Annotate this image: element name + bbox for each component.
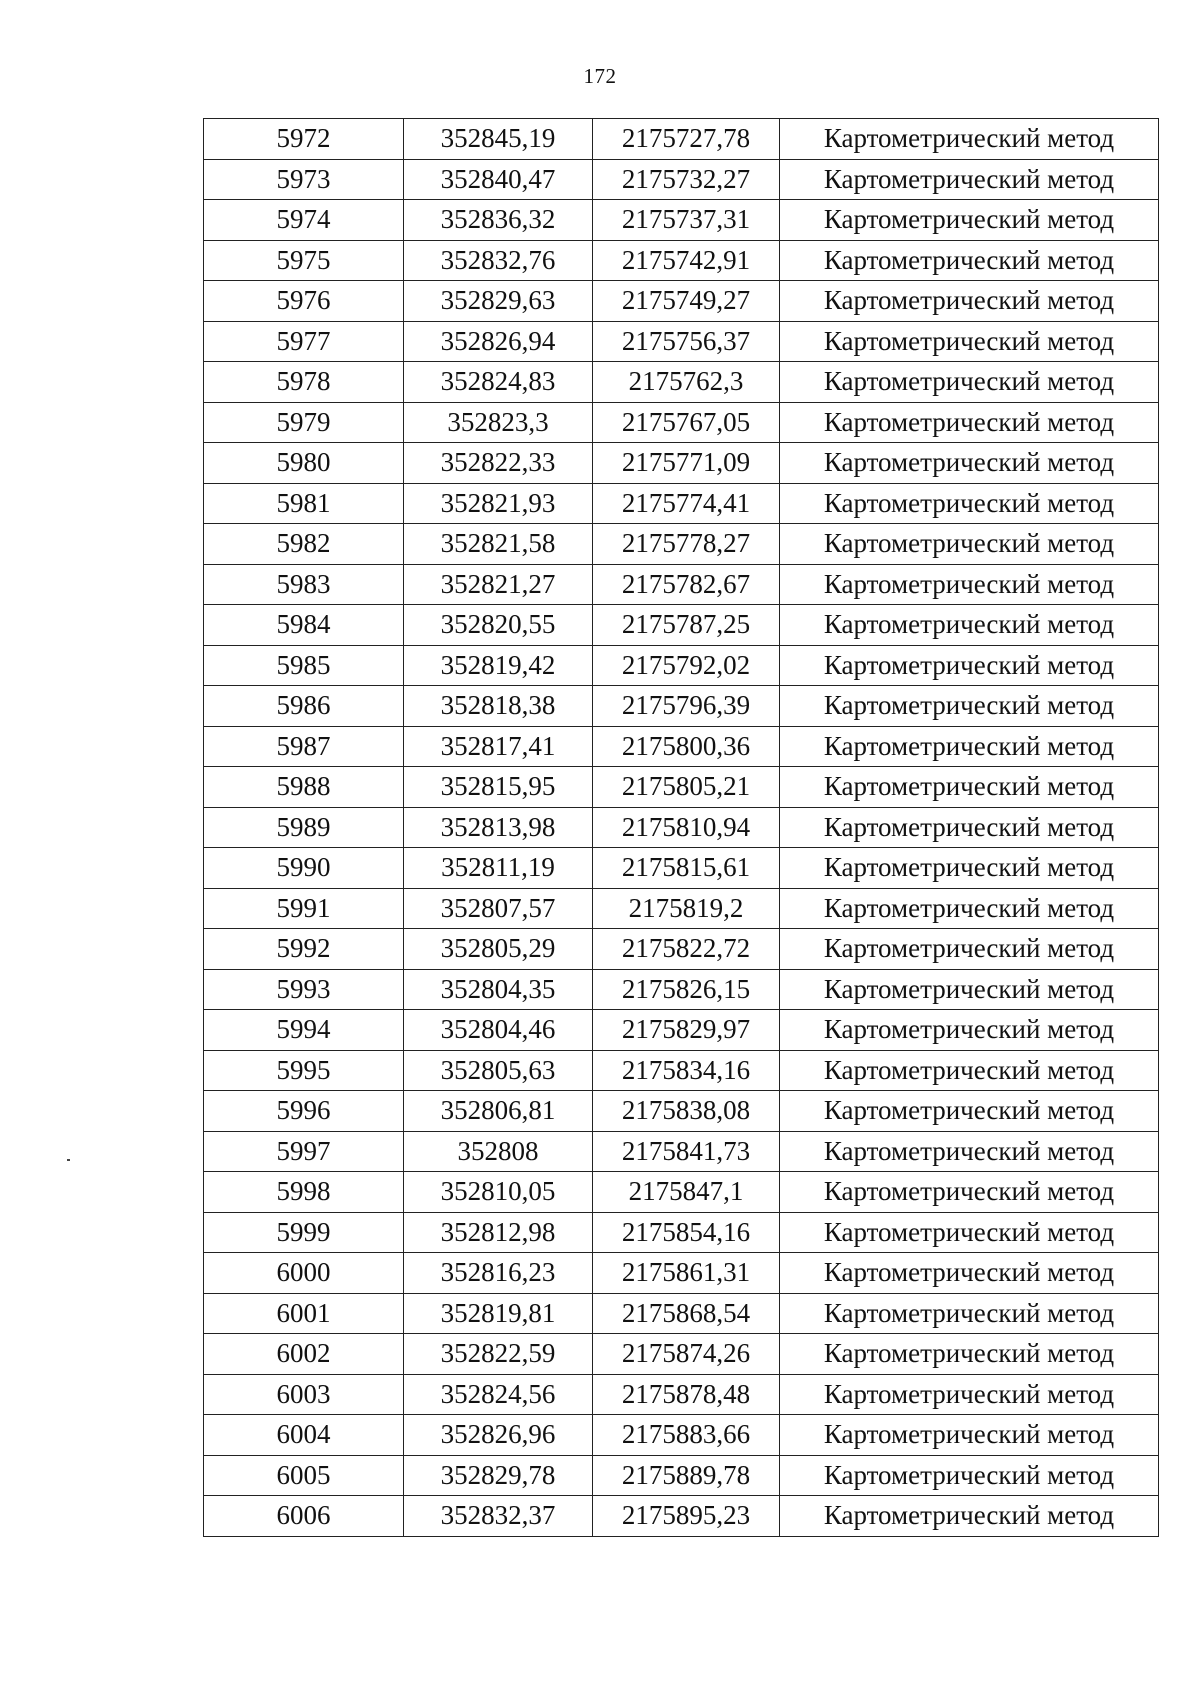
point-number-cell: 5997 xyxy=(204,1131,404,1172)
y-coordinate-cell: 2175834,16 xyxy=(593,1050,780,1091)
y-coordinate-cell: 2175792,02 xyxy=(593,645,780,686)
table-row xyxy=(204,1334,1159,1375)
table-row xyxy=(204,1091,1159,1132)
x-coordinate-cell: 352836,32 xyxy=(404,200,593,241)
y-coordinate-cell: 2175841,73 xyxy=(593,1131,780,1172)
x-coordinate-cell: 352812,98 xyxy=(404,1212,593,1253)
x-coordinate-cell: 352822,59 xyxy=(404,1334,593,1375)
method-cell: Картометрический метод xyxy=(780,1091,1159,1132)
table-row xyxy=(204,726,1159,767)
method-cell: Картометрический метод xyxy=(780,524,1159,565)
table-row xyxy=(204,200,1159,241)
table-row xyxy=(204,1212,1159,1253)
x-coordinate-cell: 352819,42 xyxy=(404,645,593,686)
x-coordinate-cell: 352821,27 xyxy=(404,564,593,605)
point-number-cell: 6004 xyxy=(204,1415,404,1456)
y-coordinate-cell: 2175800,36 xyxy=(593,726,780,767)
method-cell: Картометрический метод xyxy=(780,686,1159,727)
x-coordinate-cell: 352821,58 xyxy=(404,524,593,565)
y-coordinate-cell: 2175868,54 xyxy=(593,1293,780,1334)
x-coordinate-cell: 352822,33 xyxy=(404,443,593,484)
y-coordinate-cell: 2175895,23 xyxy=(593,1496,780,1537)
x-coordinate-cell: 352808 xyxy=(404,1131,593,1172)
point-number-cell: 5972 xyxy=(204,119,404,160)
table-row xyxy=(204,564,1159,605)
table-row xyxy=(204,686,1159,727)
point-number-cell: 5998 xyxy=(204,1172,404,1213)
method-cell: Картометрический метод xyxy=(780,1455,1159,1496)
table-row xyxy=(204,524,1159,565)
point-number-cell: 5974 xyxy=(204,200,404,241)
y-coordinate-cell: 2175767,05 xyxy=(593,402,780,443)
y-coordinate-cell: 2175878,48 xyxy=(593,1374,780,1415)
y-coordinate-cell: 2175756,37 xyxy=(593,321,780,362)
x-coordinate-cell: 352832,37 xyxy=(404,1496,593,1537)
method-cell: Картометрический метод xyxy=(780,807,1159,848)
table-row xyxy=(204,1253,1159,1294)
y-coordinate-cell: 2175838,08 xyxy=(593,1091,780,1132)
method-cell: Картометрический метод xyxy=(780,1010,1159,1051)
point-number-cell: 5973 xyxy=(204,159,404,200)
point-number-cell: 5989 xyxy=(204,807,404,848)
y-coordinate-cell: 2175782,67 xyxy=(593,564,780,605)
point-number-cell: 5996 xyxy=(204,1091,404,1132)
x-coordinate-cell: 352817,41 xyxy=(404,726,593,767)
table-row xyxy=(204,1172,1159,1213)
method-cell: Картометрический метод xyxy=(780,1131,1159,1172)
x-coordinate-cell: 352824,83 xyxy=(404,362,593,403)
method-cell: Картометрический метод xyxy=(780,321,1159,362)
point-number-cell: 5992 xyxy=(204,929,404,970)
y-coordinate-cell: 2175819,2 xyxy=(593,888,780,929)
method-cell: Картометрический метод xyxy=(780,281,1159,322)
y-coordinate-cell: 2175829,97 xyxy=(593,1010,780,1051)
point-number-cell: 5986 xyxy=(204,686,404,727)
point-number-cell: 5984 xyxy=(204,605,404,646)
method-cell: Картометрический метод xyxy=(780,767,1159,808)
table-row xyxy=(204,888,1159,929)
x-coordinate-cell: 352805,63 xyxy=(404,1050,593,1091)
table-row xyxy=(204,969,1159,1010)
y-coordinate-cell: 2175874,26 xyxy=(593,1334,780,1375)
table-row xyxy=(204,1496,1159,1537)
x-coordinate-cell: 352840,47 xyxy=(404,159,593,200)
method-cell: Картометрический метод xyxy=(780,402,1159,443)
point-number-cell: 5982 xyxy=(204,524,404,565)
y-coordinate-cell: 2175742,91 xyxy=(593,240,780,281)
x-coordinate-cell: 352811,19 xyxy=(404,848,593,889)
method-cell: Картометрический метод xyxy=(780,1253,1159,1294)
table-row xyxy=(204,929,1159,970)
table-row xyxy=(204,1415,1159,1456)
method-cell: Картометрический метод xyxy=(780,726,1159,767)
point-number-cell: 6002 xyxy=(204,1334,404,1375)
point-number-cell: 5991 xyxy=(204,888,404,929)
x-coordinate-cell: 352832,76 xyxy=(404,240,593,281)
x-coordinate-cell: 352820,55 xyxy=(404,605,593,646)
point-number-cell: 5979 xyxy=(204,402,404,443)
y-coordinate-cell: 2175889,78 xyxy=(593,1455,780,1496)
y-coordinate-cell: 2175822,72 xyxy=(593,929,780,970)
scan-speck xyxy=(67,1159,70,1161)
table-row xyxy=(204,645,1159,686)
method-cell: Картометрический метод xyxy=(780,1496,1159,1537)
y-coordinate-cell: 2175778,27 xyxy=(593,524,780,565)
method-cell: Картометрический метод xyxy=(780,1050,1159,1091)
y-coordinate-cell: 2175732,27 xyxy=(593,159,780,200)
x-coordinate-cell: 352804,46 xyxy=(404,1010,593,1051)
y-coordinate-cell: 2175815,61 xyxy=(593,848,780,889)
point-number-cell: 5977 xyxy=(204,321,404,362)
y-coordinate-cell: 2175774,41 xyxy=(593,483,780,524)
method-cell: Картометрический метод xyxy=(780,848,1159,889)
method-cell: Картометрический метод xyxy=(780,240,1159,281)
x-coordinate-cell: 352824,56 xyxy=(404,1374,593,1415)
point-number-cell: 5994 xyxy=(204,1010,404,1051)
y-coordinate-cell: 2175854,16 xyxy=(593,1212,780,1253)
x-coordinate-cell: 352818,38 xyxy=(404,686,593,727)
point-number-cell: 6003 xyxy=(204,1374,404,1415)
y-coordinate-cell: 2175847,1 xyxy=(593,1172,780,1213)
table-row xyxy=(204,240,1159,281)
y-coordinate-cell: 2175762,3 xyxy=(593,362,780,403)
y-coordinate-cell: 2175787,25 xyxy=(593,605,780,646)
table-row xyxy=(204,443,1159,484)
x-coordinate-cell: 352826,96 xyxy=(404,1415,593,1456)
y-coordinate-cell: 2175810,94 xyxy=(593,807,780,848)
point-number-cell: 6005 xyxy=(204,1455,404,1496)
point-number-cell: 6001 xyxy=(204,1293,404,1334)
y-coordinate-cell: 2175805,21 xyxy=(593,767,780,808)
x-coordinate-cell: 352806,81 xyxy=(404,1091,593,1132)
x-coordinate-cell: 352829,78 xyxy=(404,1455,593,1496)
method-cell: Картометрический метод xyxy=(780,1334,1159,1375)
table-row xyxy=(204,402,1159,443)
x-coordinate-cell: 352845,19 xyxy=(404,119,593,160)
y-coordinate-cell: 2175883,66 xyxy=(593,1415,780,1456)
y-coordinate-cell: 2175749,27 xyxy=(593,281,780,322)
y-coordinate-cell: 2175826,15 xyxy=(593,969,780,1010)
x-coordinate-cell: 352810,05 xyxy=(404,1172,593,1213)
y-coordinate-cell: 2175771,09 xyxy=(593,443,780,484)
table-row xyxy=(204,281,1159,322)
table-row xyxy=(204,767,1159,808)
x-coordinate-cell: 352815,95 xyxy=(404,767,593,808)
table-row xyxy=(204,159,1159,200)
point-number-cell: 5980 xyxy=(204,443,404,484)
table-row xyxy=(204,1374,1159,1415)
method-cell: Картометрический метод xyxy=(780,1212,1159,1253)
x-coordinate-cell: 352826,94 xyxy=(404,321,593,362)
coordinates-table xyxy=(203,118,1159,1537)
method-cell: Картометрический метод xyxy=(780,1415,1159,1456)
point-number-cell: 6000 xyxy=(204,1253,404,1294)
method-cell: Картометрический метод xyxy=(780,1374,1159,1415)
x-coordinate-cell: 352804,35 xyxy=(404,969,593,1010)
point-number-cell: 6006 xyxy=(204,1496,404,1537)
table-row xyxy=(204,1293,1159,1334)
point-number-cell: 5987 xyxy=(204,726,404,767)
method-cell: Картометрический метод xyxy=(780,969,1159,1010)
table-row xyxy=(204,362,1159,403)
y-coordinate-cell: 2175861,31 xyxy=(593,1253,780,1294)
x-coordinate-cell: 352823,3 xyxy=(404,402,593,443)
point-number-cell: 5988 xyxy=(204,767,404,808)
table-row xyxy=(204,1131,1159,1172)
table-row xyxy=(204,1455,1159,1496)
table-row xyxy=(204,807,1159,848)
method-cell: Картометрический метод xyxy=(780,1172,1159,1213)
method-cell: Картометрический метод xyxy=(780,159,1159,200)
table-row xyxy=(204,1050,1159,1091)
y-coordinate-cell: 2175737,31 xyxy=(593,200,780,241)
method-cell: Картометрический метод xyxy=(780,362,1159,403)
x-coordinate-cell: 352819,81 xyxy=(404,1293,593,1334)
method-cell: Картометрический метод xyxy=(780,483,1159,524)
method-cell: Картометрический метод xyxy=(780,645,1159,686)
method-cell: Картометрический метод xyxy=(780,119,1159,160)
x-coordinate-cell: 352829,63 xyxy=(404,281,593,322)
method-cell: Картометрический метод xyxy=(780,1293,1159,1334)
x-coordinate-cell: 352821,93 xyxy=(404,483,593,524)
method-cell: Картометрический метод xyxy=(780,605,1159,646)
coordinates-table-body xyxy=(204,119,1159,1537)
point-number-cell: 5993 xyxy=(204,969,404,1010)
method-cell: Картометрический метод xyxy=(780,929,1159,970)
page-number: 172 xyxy=(583,64,617,88)
x-coordinate-cell: 352807,57 xyxy=(404,888,593,929)
x-coordinate-cell: 352805,29 xyxy=(404,929,593,970)
method-cell: Картометрический метод xyxy=(780,200,1159,241)
point-number-cell: 5981 xyxy=(204,483,404,524)
y-coordinate-cell: 2175727,78 xyxy=(593,119,780,160)
method-cell: Картометрический метод xyxy=(780,443,1159,484)
point-number-cell: 5976 xyxy=(204,281,404,322)
point-number-cell: 5999 xyxy=(204,1212,404,1253)
method-cell: Картометрический метод xyxy=(780,888,1159,929)
x-coordinate-cell: 352816,23 xyxy=(404,1253,593,1294)
table-row xyxy=(204,119,1159,160)
table-row xyxy=(204,321,1159,362)
table-row xyxy=(204,483,1159,524)
point-number-cell: 5985 xyxy=(204,645,404,686)
x-coordinate-cell: 352813,98 xyxy=(404,807,593,848)
point-number-cell: 5978 xyxy=(204,362,404,403)
point-number-cell: 5995 xyxy=(204,1050,404,1091)
point-number-cell: 5983 xyxy=(204,564,404,605)
table-row xyxy=(204,1010,1159,1051)
y-coordinate-cell: 2175796,39 xyxy=(593,686,780,727)
table-row xyxy=(204,605,1159,646)
method-cell: Картометрический метод xyxy=(780,564,1159,605)
table-row xyxy=(204,848,1159,889)
point-number-cell: 5975 xyxy=(204,240,404,281)
point-number-cell: 5990 xyxy=(204,848,404,889)
